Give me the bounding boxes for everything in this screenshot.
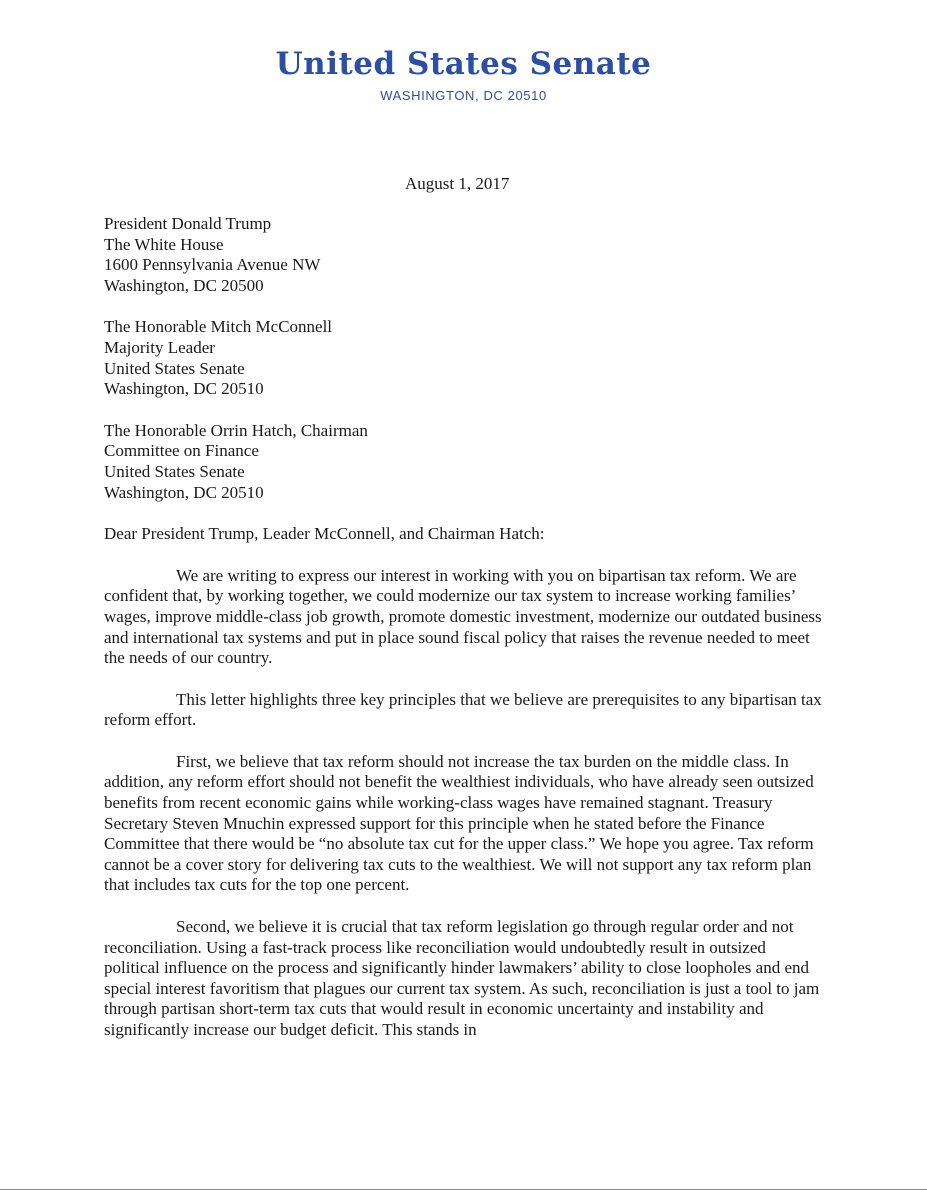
paragraph-first: First, we believe that tax reform should not increase the tax burden on the middle class. In addition, any reform effort should not benefit the wealthiest individuals, who have already seen outsized benefits from recent economic gains while working-class wages have remained stagnant. Treasury Secretary Steven Mnuchin expressed support for this principle when he stated before the Finance Committee that there would be “no absolute tax cut for the upper class.” We hope you agree. Tax reform cannot be a cover story for delivering tax cuts to the wealthiest. We will not support any tax reform plan that includes tax cuts for the top one percent. bbox=[104, 751, 814, 895]
letter-date: August 1, 2017 bbox=[405, 174, 510, 193]
address-line: The Honorable Mitch McConnell bbox=[104, 317, 333, 337]
letterhead-address: WASHINGTON, DC 20510 bbox=[380, 88, 547, 103]
address-line: United States Senate bbox=[104, 358, 245, 378]
address-line: Washington, DC 20500 bbox=[104, 275, 264, 295]
address-line: President Donald Trump bbox=[104, 214, 272, 233]
address-line: The Honorable Orrin Hatch, Chairman bbox=[104, 420, 368, 440]
address-line: Committee on Finance bbox=[104, 441, 259, 461]
salutation: Dear President Trump, Leader McConnell, and Chairman Hatch: bbox=[104, 524, 545, 544]
address-line: The White House bbox=[104, 234, 224, 254]
address-line: United States Senate bbox=[104, 461, 245, 481]
paragraph-principles: This letter highlights three key principles that we believe are prerequisites to any bipartisan tax reform effort. bbox=[104, 689, 822, 730]
recipient-address-trump bbox=[104, 214, 824, 296]
paragraph-intro: We are writing to express our interest in working with you on bipartisan tax reform. We are confident that, by working together, we could modernize our tax system to increase working families’ wages, improve middle-class job growth, promote domestic investment, modernize our outdated business and international tax systems and put in place sound fiscal policy that raises the revenue needed to meet the needs of our country. bbox=[104, 565, 822, 668]
address-line: Washington, DC 20510 bbox=[104, 379, 264, 399]
recipient-address-mcconnell bbox=[104, 317, 824, 399]
address-line: Majority Leader bbox=[104, 337, 215, 357]
paragraph-second: Second, we believe it is crucial that tax reform legislation go through regular order and not reconciliation. Using a fast-track process like reconciliation would undoubtedly result in outsized political influence on the process and significantly hinder lawmakers’ ability to close loopholes and end special interest favoritism that plagues our current tax system. As such, reconciliation is just a tool to jam through partisan short-term tax cuts that would result in economic uncertainty and instability and significantly increase our budget deficit. This stands in bbox=[104, 917, 820, 1039]
address-line: Washington, DC 20510 bbox=[104, 482, 264, 502]
recipient-address-hatch bbox=[104, 421, 824, 503]
letter-body bbox=[104, 214, 824, 1062]
page-edge-line bbox=[0, 1189, 927, 1190]
letterhead-title: United States Senate bbox=[275, 46, 652, 82]
address-line: 1600 Pennsylvania Avenue NW bbox=[104, 255, 321, 275]
